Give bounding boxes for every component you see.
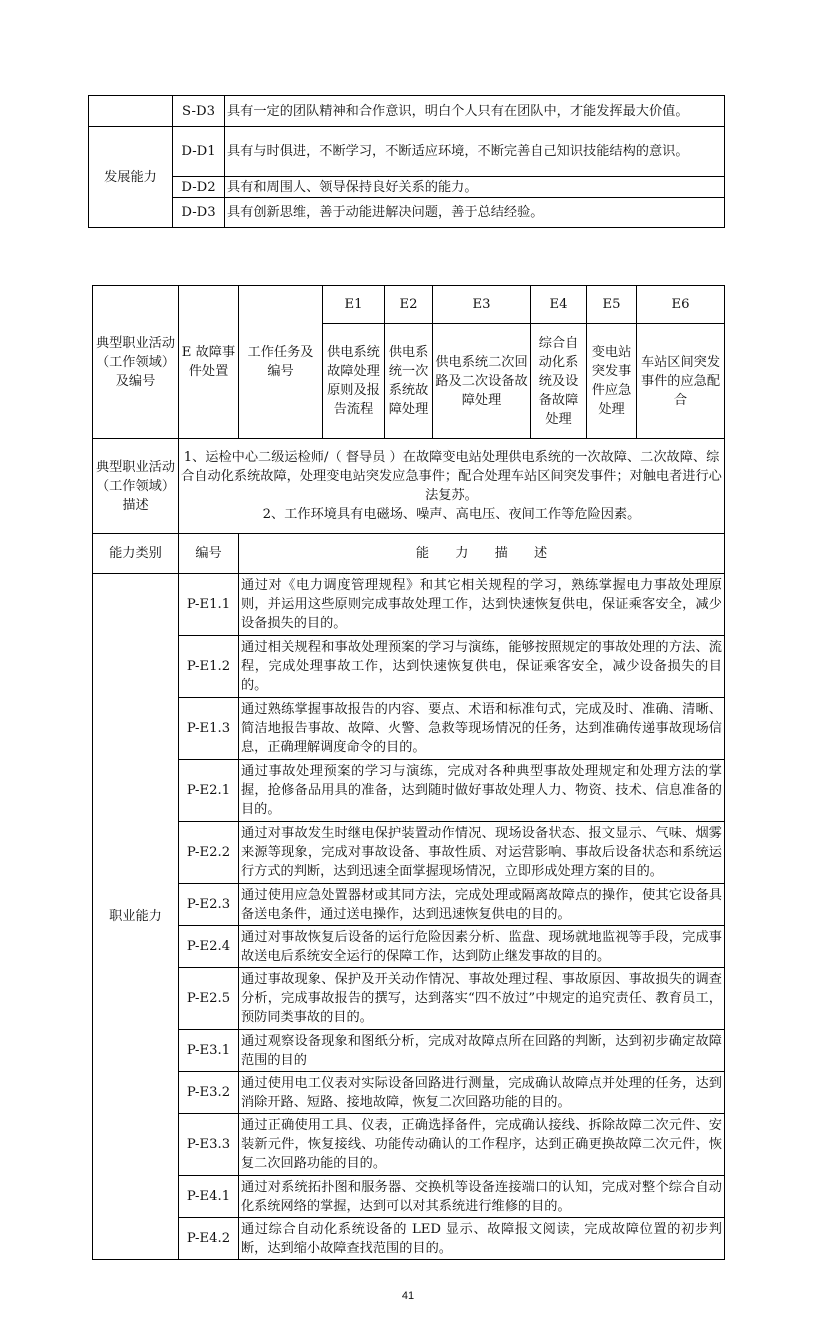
ability-code: P-E4.1 xyxy=(179,1176,239,1218)
activity-description xyxy=(179,439,725,534)
ability-desc: 通过对事故发生时继电保护装置动作情况、现场设备状态、报文显示、气味、烟雾来源等现象，完成对事故设备、事故性质、对运营影响、事故后设备状态和系统运行方式的判断，达到迅速全面掌握现场情况，立即形成处理方案的目的。 xyxy=(239,822,725,884)
task-code: E4 xyxy=(531,286,587,324)
ability-desc: 具有一定的团队精神和合作意识，明白个人只有在团队中，才能发挥最大价值。 xyxy=(225,96,725,127)
ability-code: P-E2.5 xyxy=(179,968,239,1030)
activity-description-header: 典型职业活动（工作领域）描述 xyxy=(93,439,179,534)
page-number: 41 xyxy=(401,1290,415,1302)
ability-desc: 通过综合自动化系统设备的 LED 显示、故障报文阅读，完成故障位置的初步判断，达到缩小故障查找范围的目的。 xyxy=(239,1218,725,1260)
category-column-header: 能力类别 xyxy=(93,534,179,574)
description-line-2: 2、工作环境具有电磁场、噪声、高电压、夜间工作等危险因素。 xyxy=(262,507,641,522)
task-name: 变电站突发事件应急处理 xyxy=(587,324,637,439)
ability-code: D-D1 xyxy=(173,127,225,177)
ability-desc: 通过对系统拓扑图和服务器、交换机等设备连接端口的认知，完成对整个综合自动化系统网络的掌握，达到可以对其系统进行维修的目的。 xyxy=(239,1176,725,1218)
task-code: E1 xyxy=(323,286,385,324)
ability-code: P-E3.2 xyxy=(179,1072,239,1114)
ability-code: S-D3 xyxy=(173,96,225,127)
code-column-header: 编号 xyxy=(179,534,239,574)
ability-code: P-E2.3 xyxy=(179,884,239,926)
ability-desc: 通过相关规程和事故处理预案的学习与演练，能够按照规定的事故处理的方法、流程，完成处理事故工作，达到快速恢复供电，保证乘客安全，减少设备损失的目的。 xyxy=(239,636,725,698)
ability-desc: 通过使用应急处置器材或其同方法，完成处理或隔离故障点的操作，使其它设备具备送电条件，通过送电操作，达到迅速恢复供电的目的。 xyxy=(239,884,725,926)
task-code: E6 xyxy=(637,286,725,324)
task-name: 车站区间突发事件的应急配合 xyxy=(637,324,725,439)
activity-header: 典型职业活动（工作领域）及编号 xyxy=(93,286,179,439)
task-code: E3 xyxy=(433,286,531,324)
description-line-1: 1、运检中心二级运检师/（ 督导员 ）在故障变电站处理供电系统的一次故障、二次故障、综合自动化系统故障，处理变电站突发应急事件；配合处理车站区间突发事件；对触电者进行心法复苏。 xyxy=(181,450,722,503)
ability-code: P-E3.1 xyxy=(179,1030,239,1072)
task-name: 供电系统故障处理原则及报告流程 xyxy=(323,324,385,439)
ability-code: P-E1.1 xyxy=(179,574,239,636)
ability-code: P-E1.3 xyxy=(179,698,239,760)
ability-code: D-D2 xyxy=(173,177,225,198)
ability-code: P-E2.4 xyxy=(179,926,239,968)
ability-desc: 通过事故处理预案的学习与演练，完成对各种典型事故处理规定和处理方法的掌握，抢修备品用具的准备，达到随时做好事故处理人力、物资、技术、信息准备的目的。 xyxy=(239,760,725,822)
ability-desc: 通过观察设备现象和图纸分析，完成对故障点所在回路的判断，达到初步确定故障范围的目的 xyxy=(239,1030,725,1072)
ability-desc: 具有创新思维，善于动能进解决问题，善于总结经验。 xyxy=(225,198,725,228)
description-column-header: 能 力 描 述 xyxy=(239,534,725,574)
development-ability-table xyxy=(88,95,725,228)
task-code: E5 xyxy=(587,286,637,324)
ability-desc: 通过熟练掌握事故报告的内容、要点、术语和标准句式，完成及时、准确、清晰、简洁地报告事故、故障、火警、急救等现场情况的任务，达到准确传递事故现场信息，正确理解调度命令的目的。 xyxy=(239,698,725,760)
ability-code: P-E2.2 xyxy=(179,822,239,884)
ability-desc: 通过对事故恢复后设备的运行危险因素分析、监盘、现场就地监视等手段，完成事故送电后系统安全运行的保障工作，达到防止继发事故的目的。 xyxy=(239,926,725,968)
task-name: 综合自动化系统及设备故障处理 xyxy=(531,324,587,439)
task-name: 供电系统二次回路及二次设备故障处理 xyxy=(433,324,531,439)
fault-event-header: E 故障事件处置 xyxy=(179,286,239,439)
ability-code: D-D3 xyxy=(173,198,225,228)
ability-code: P-E3.3 xyxy=(179,1114,239,1176)
professional-ability-category: 职业能力 xyxy=(93,574,179,1260)
fault-handling-ability-table xyxy=(92,285,725,1260)
ability-code: P-E4.2 xyxy=(179,1218,239,1260)
ability-code: P-E1.2 xyxy=(179,636,239,698)
ability-desc: 通过正确使用工具、仪表，正确选择备件，完成确认接线、拆除故障二次元件、安装新元件，恢复接线、功能传动确认的工作程序，达到正确更换故障二次元件，恢复二次回路功能的目的。 xyxy=(239,1114,725,1176)
ability-code: P-E2.1 xyxy=(179,760,239,822)
ability-desc: 通过使用电工仪表对实际设备回路进行测量，完成确认故障点并处理的任务，达到消除开路、短路、接地故障，恢复二次回路功能的目的。 xyxy=(239,1072,725,1114)
task-name: 供电系统一次系统故障处理 xyxy=(385,324,433,439)
ability-desc: 通过事故现象、保护及开关动作情况、事故处理过程、事故原因、事故损失的调查分析，完成事故报告的撰写，达到落实“四不放过”中规定的追究责任、教育员工，预防同类事故的目的。 xyxy=(239,968,725,1030)
ability-desc: 具有与时俱进，不断学习，不断适应环境，不断完善自己知识技能结构的意识。 xyxy=(225,127,725,177)
empty-cell xyxy=(89,96,173,127)
task-code: E2 xyxy=(385,286,433,324)
ability-desc: 具有和周围人、领导保持良好关系的能力。 xyxy=(225,177,725,198)
ability-desc: 通过对《电力调度管理规程》和其它相关规程的学习，熟练掌握电力事故处理原则，并运用这些原则完成事故处理工作，达到快速恢复供电，保证乘客安全，减少设备损失的目的。 xyxy=(239,574,725,636)
task-header: 工作任务及编号 xyxy=(239,286,323,439)
ability-category: 发展能力 xyxy=(89,127,173,228)
